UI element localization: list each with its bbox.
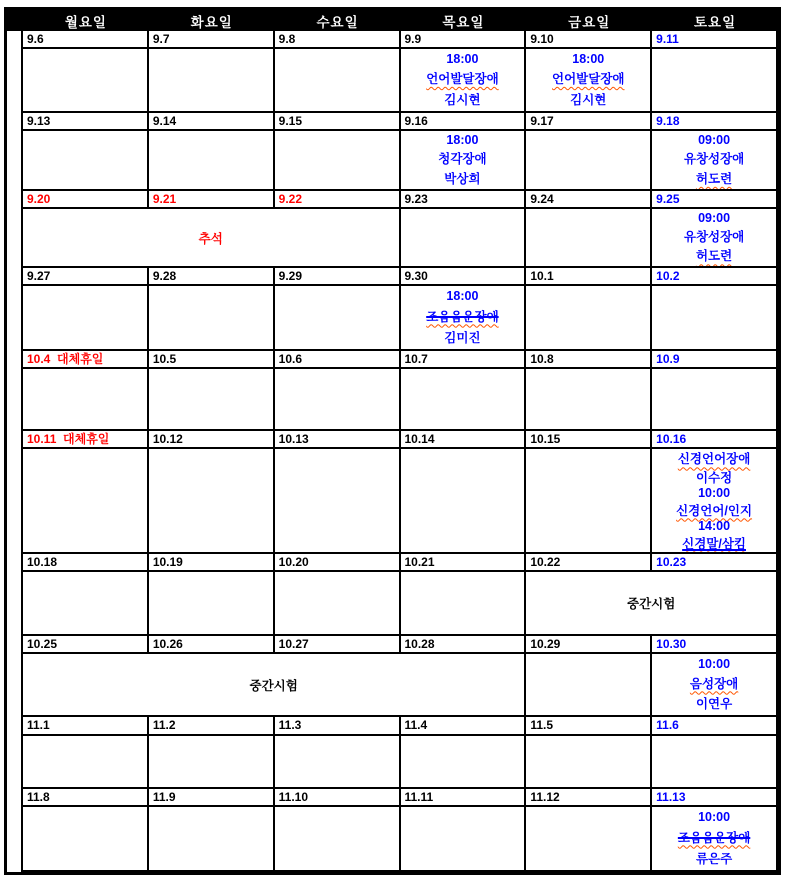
event-line: 언어발달장애	[426, 72, 499, 86]
event-cell[interactable]	[401, 736, 527, 789]
event-line: 청각장애	[438, 152, 487, 166]
date-cell[interactable]: 10.30	[652, 636, 778, 654]
event-cell[interactable]	[275, 807, 401, 872]
event-cell[interactable]	[652, 807, 778, 872]
date-cell[interactable]: 10.22	[526, 554, 652, 572]
date-cell[interactable]: 9.6	[23, 31, 149, 49]
date-cell[interactable]: 11.6	[652, 717, 778, 736]
date-cell[interactable]: 9.21	[149, 191, 275, 209]
date-cell[interactable]: 9.7	[149, 31, 275, 49]
event-cell[interactable]	[401, 286, 527, 351]
event-line: 09:00	[698, 133, 731, 147]
weekday-header-monday: 월요일	[64, 14, 107, 30]
date-cell[interactable]: 9.11	[652, 31, 778, 49]
event-cell[interactable]	[652, 736, 778, 789]
event-line: 김미진	[444, 330, 481, 345]
event-cell[interactable]	[149, 131, 275, 191]
event-line: 음성장애	[689, 676, 739, 691]
date-cell[interactable]: 10.12	[149, 431, 275, 449]
event-cell[interactable]	[526, 369, 652, 431]
event-line: 유창성장애	[683, 229, 745, 244]
event-cell[interactable]	[526, 449, 652, 554]
calendar-grid	[7, 10, 778, 872]
event-cell[interactable]	[23, 572, 149, 636]
event-cell[interactable]	[149, 736, 275, 789]
date-cell[interactable]: 9.29	[275, 268, 401, 286]
date-cell[interactable]: 9.10	[526, 31, 652, 49]
event-line: 10:00	[698, 486, 731, 501]
date-cell[interactable]: 10.6	[275, 351, 401, 369]
date-cell[interactable]: 11.9	[149, 789, 275, 807]
date-cell[interactable]: 11.10	[275, 789, 401, 807]
event-cell[interactable]	[401, 807, 527, 872]
event-cell[interactable]	[652, 209, 778, 268]
date-cell[interactable]: 10.7	[401, 351, 527, 369]
date-cell[interactable]: 10.20	[275, 554, 401, 572]
weekday-header-saturday: 토요일	[694, 14, 737, 30]
event-line: 09:00	[698, 210, 731, 225]
date-cell[interactable]: 9.15	[275, 113, 401, 131]
event-cell[interactable]	[23, 654, 526, 717]
event-cell[interactable]	[526, 49, 652, 113]
event-line: 10:00	[698, 810, 731, 825]
event-line: 추석	[198, 231, 223, 246]
event-cell[interactable]	[275, 736, 401, 789]
calendar-table	[4, 7, 781, 875]
event-line: 10:00	[698, 656, 731, 671]
event-line: 18:00	[446, 133, 479, 147]
date-cell[interactable]: 9.27	[23, 268, 149, 286]
event-line: 14:00	[698, 519, 731, 534]
date-cell[interactable]: 10.27	[275, 636, 401, 654]
event-cell[interactable]	[275, 572, 401, 636]
date-cell[interactable]: 9.30	[401, 268, 527, 286]
event-line: 조음음운장애	[677, 830, 751, 845]
date-cell[interactable]: 10.14	[401, 431, 527, 449]
event-cell[interactable]	[275, 369, 401, 431]
event-cell[interactable]	[23, 49, 149, 113]
event-cell[interactable]	[526, 286, 652, 351]
date-cell[interactable]: 10.2	[652, 268, 778, 286]
event-cell[interactable]	[652, 449, 778, 554]
weekday-header-wednesday: 수요일	[316, 14, 359, 30]
date-cell[interactable]: 11.1	[23, 717, 149, 736]
date-cell[interactable]: 11.12	[526, 789, 652, 807]
event-line: 유창성장애	[683, 152, 745, 166]
event-cell[interactable]	[275, 449, 401, 554]
event-line: 박상희	[444, 172, 481, 186]
date-cell[interactable]: 11.3	[275, 717, 401, 736]
date-cell[interactable]: 11.11	[401, 789, 527, 807]
date-cell[interactable]: 9.20	[23, 191, 149, 209]
event-cell[interactable]	[526, 736, 652, 789]
event-cell[interactable]	[23, 736, 149, 789]
date-cell[interactable]: 10.16	[652, 431, 778, 449]
date-cell[interactable]: 10.28	[401, 636, 527, 654]
event-cell[interactable]	[401, 572, 527, 636]
date-cell[interactable]: 10.5	[149, 351, 275, 369]
event-line: 18:00	[572, 52, 605, 66]
event-cell[interactable]	[275, 131, 401, 191]
date-cell[interactable]: 9.23	[401, 191, 527, 209]
date-cell[interactable]: 11.13	[652, 789, 778, 807]
event-line: 김시현	[570, 93, 607, 107]
weekday-header-tuesday: 화요일	[190, 14, 233, 30]
event-cell[interactable]	[23, 131, 149, 191]
date-cell[interactable]: 11.2	[149, 717, 275, 736]
date-cell[interactable]: 10.1	[526, 268, 652, 286]
event-cell[interactable]	[149, 286, 275, 351]
event-cell[interactable]	[526, 209, 652, 268]
event-cell[interactable]	[401, 49, 527, 113]
event-cell[interactable]	[275, 286, 401, 351]
event-line: 조음음운장애	[426, 309, 499, 324]
weekday-header-friday: 금요일	[568, 14, 611, 30]
event-cell[interactable]	[652, 369, 778, 431]
event-line: 허도련	[695, 172, 733, 186]
event-cell[interactable]	[652, 131, 778, 191]
event-cell[interactable]	[526, 131, 652, 191]
event-cell[interactable]	[401, 131, 527, 191]
date-cell[interactable]: 11.5	[526, 717, 652, 736]
date-cell[interactable]: 10.4 대체휴일	[23, 351, 149, 369]
date-cell[interactable]: 10.26	[149, 636, 275, 654]
event-cell[interactable]	[149, 807, 275, 872]
event-line: 이연우	[695, 697, 733, 712]
event-cell[interactable]	[652, 286, 778, 351]
event-cell[interactable]	[23, 209, 401, 268]
date-cell[interactable]: 10.8	[526, 351, 652, 369]
date-cell[interactable]: 9.13	[23, 113, 149, 131]
event-cell[interactable]	[401, 369, 527, 431]
date-cell[interactable]: 9.22	[275, 191, 401, 209]
event-cell[interactable]	[23, 807, 149, 872]
event-line: 18:00	[446, 289, 479, 304]
date-cell[interactable]: 10.15	[526, 431, 652, 449]
event-cell[interactable]	[275, 49, 401, 113]
event-cell[interactable]	[526, 654, 652, 717]
event-line: 류은주	[695, 851, 733, 866]
date-cell[interactable]: 10.11 대체휴일	[23, 431, 149, 449]
weekday-header-row	[7, 10, 778, 31]
event-cell[interactable]	[149, 369, 275, 431]
date-cell[interactable]: 9.25	[652, 191, 778, 209]
date-cell[interactable]: 10.18	[23, 554, 149, 572]
event-cell[interactable]	[401, 449, 527, 554]
date-cell[interactable]: 10.9	[652, 351, 778, 369]
date-cell[interactable]: 9.8	[275, 31, 401, 49]
date-cell[interactable]: 9.16	[401, 113, 527, 131]
date-cell[interactable]: 9.28	[149, 268, 275, 286]
date-cell[interactable]: 9.24	[526, 191, 652, 209]
date-cell[interactable]: 9.17	[526, 113, 652, 131]
event-cell[interactable]	[401, 209, 527, 268]
date-cell[interactable]: 10.29	[526, 636, 652, 654]
event-line: 중간시험	[627, 597, 676, 611]
weekday-header-thursday: 목요일	[442, 14, 485, 30]
date-cell[interactable]: 10.19	[149, 554, 275, 572]
date-cell[interactable]: 10.13	[275, 431, 401, 449]
event-cell[interactable]	[526, 807, 652, 872]
event-line: 김시현	[444, 93, 481, 107]
date-cell[interactable]: 10.25	[23, 636, 149, 654]
date-cell[interactable]: 11.8	[23, 789, 149, 807]
event-line: 허도련	[695, 249, 733, 264]
event-line: 신경언어장애	[677, 452, 751, 467]
event-line: 신경말/삼킴	[682, 536, 746, 551]
event-cell[interactable]	[652, 654, 778, 717]
event-cell[interactable]	[23, 369, 149, 431]
event-cell[interactable]	[149, 449, 275, 554]
date-cell[interactable]: 10.23	[652, 554, 778, 572]
event-cell[interactable]	[652, 49, 778, 113]
event-cell[interactable]	[23, 449, 149, 554]
event-line: 신경언어/인지	[676, 503, 753, 518]
date-cell[interactable]: 10.21	[401, 554, 527, 572]
header-spacer	[7, 10, 23, 31]
event-line: 중간시험	[249, 678, 298, 693]
event-line: 18:00	[446, 52, 479, 66]
event-cell[interactable]	[149, 49, 275, 113]
date-cell[interactable]: 11.4	[401, 717, 527, 736]
date-cell[interactable]: 9.14	[149, 113, 275, 131]
event-line: 이수정	[695, 470, 733, 485]
event-cell[interactable]	[149, 572, 275, 636]
event-cell[interactable]	[526, 572, 778, 636]
left-margin-column	[7, 31, 23, 872]
event-cell[interactable]	[23, 286, 149, 351]
date-cell[interactable]: 9.9	[401, 31, 527, 49]
date-cell[interactable]: 9.18	[652, 113, 778, 131]
event-line: 언어발달장애	[552, 72, 625, 86]
